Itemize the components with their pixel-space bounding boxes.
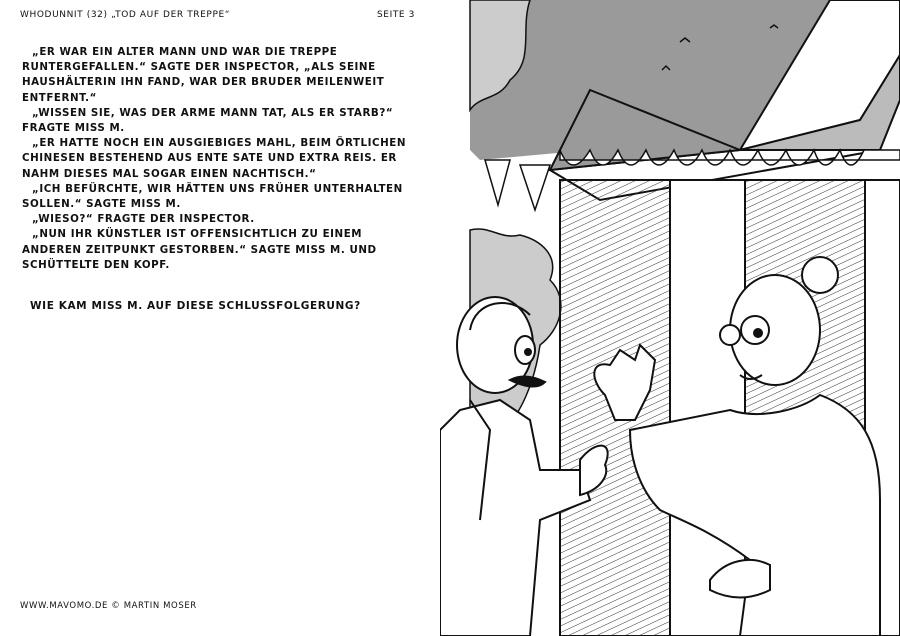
story-paragraph: „NUN IHR KÜNSTLER IST OFFENSICHTLICH ZU EINEM ANDEREN ZEITPUNKT GESTORBEN.“ SAGTE MISS M. UND SCHÜTTELTE DEN KOPF. [22, 228, 377, 271]
story-paragraph: „WISSEN SIE, WAS DER ARME MANN TAT, ALS ER STARB?“ FRAGTE MISS M. [22, 106, 394, 135]
page-number: SEITE 3 [376, 10, 415, 20]
story-paragraph: „ER WAR EIN ALTER MANN UND WAR DIE TREPPE RUNTERGEFALLEN.“ SAGTE DER INSPECTOR, „ALS SEINE HAUSHÄLTERIN IHN FAND, WAR DER BRUDER MEILENWEIT ENTFERNT.“ [22, 46, 385, 104]
story-paragraph: „ER HATTE NOCH EIN AUSGIEBIGES MAHL, BEIM ÖRTLICHEN CHINESEN BESTEHEND AUS ENTE SATE UND EXTRA REIS. ER NAHM DIESES MAL SOGAR EINEN NACHTISCH.“ [22, 137, 407, 180]
footer-credit: WWW.MAVOMO.DE © MARTIN MOSER [20, 601, 197, 611]
story-text [22, 45, 422, 273]
story-title: WHODUNNIT (32) „TOD AUF DER TREPPE“ [20, 10, 231, 20]
comic-illustration [440, 0, 900, 636]
bunting [485, 160, 550, 210]
page-header [20, 10, 415, 20]
story-paragraph: „ICH BEFÜRCHTE, WIR HÄTTEN UNS FRÜHER UNTERHALTEN SOLLEN.“ SAGTE MISS M. [22, 182, 403, 211]
puzzle-question: WIE KAM MISS M. AUF DIESE SCHLUSSFOLGERUNG? [30, 300, 361, 312]
story-paragraph: „WIESO?“ FRAGTE DER INSPECTOR. [32, 213, 255, 226]
